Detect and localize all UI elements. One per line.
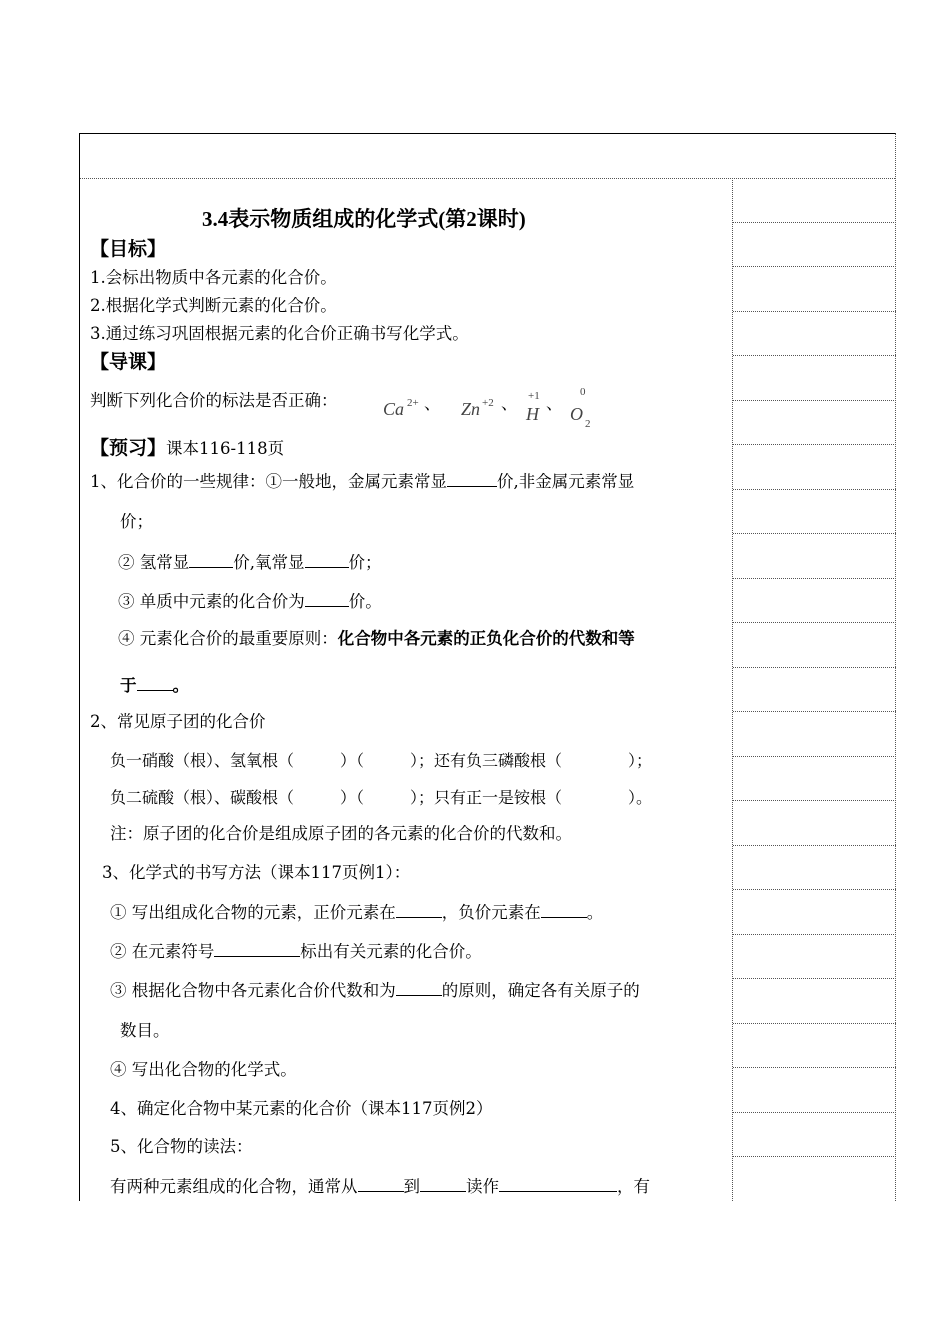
answer-blank[interactable] xyxy=(447,470,497,487)
rule-principle-cont: 于 。 xyxy=(120,676,189,695)
section-3-heading: 3、化学式的书写方法（课本117页例1）： xyxy=(102,863,411,882)
notes-line xyxy=(733,444,896,445)
answer-blank[interactable] xyxy=(189,551,233,568)
lesson-content: 3.4表示物质组成的化学式(第2课时) 【目标】 1.会标出物质中各元素的化合价。 2.根据化学式判断元素的化合价。 3.通过练习巩固根据元素的化合价正确书写化学式。 【导课】 判断下列化合价的标法是否正确： Ca 2+ 、 Zn +2 、 +1 H 、 0 O 2 【预习】课本116-118页 1、化合价的一些规律：①一般地，金属元素常显 价,非金属元素常显 价； ② 氢常显 价,氧常显 价； ③ 单质中元素的化合价为 价。 ④ 元素化合价的最重要原则：化合物中各元素的正负化合价的代数和等 于 。 2、常见原子团的化合价 负一硝酸（根）、氢氧根（ ）（ ）；还有负三磷酸根（ ）； 负二硫酸（根）、碳酸根（ ）（ ）；只有正一是铵根（ ）。 注：原子团的化合价是组成原子团的各元素的化合价的代数和。 3、化学式的书写方法（课本117页例1）： ① 写出组成化合物的元素，正价元素在 ，负价元素在 。 ② 在元素符号 标出有关元素的化合价。 ③ 根据化合物中各元素化合价代数和为 的原则，确定各有关原子的 数目。 ④ 写出化合物的化学式。 4、确定化合物中某元素的化合价（课本117页例2） 5、化合物的读法： 有两种元素组成的化合物，通常从 到 读作 ，有 xyxy=(90,207,653,1196)
rule-elemental: ③ 单质中元素的化合价为 价。 xyxy=(118,592,382,611)
writing-step-1: ① 写出组成化合物的元素，正价元素在 ，负价元素在 。 xyxy=(110,903,604,922)
radical-negative-one: 负一硝酸（根）、氢氧根（ ）（ ）；还有负三磷酸根（ ）； xyxy=(110,751,653,770)
notes-line xyxy=(733,622,896,623)
notes-line xyxy=(733,266,896,267)
answer-blank[interactable] xyxy=(396,901,442,918)
goal-heading: 【目标】 xyxy=(90,238,167,260)
notes-line xyxy=(733,355,896,356)
rule-1: 1、化合价的一些规律：①一般地，金属元素常显 价,非金属元素常显 xyxy=(90,472,635,491)
goal-item: 3.通过练习巩固根据元素的化合价正确书写化学式。 xyxy=(90,324,469,343)
notes-line xyxy=(733,667,896,668)
answer-blank[interactable] xyxy=(420,1175,466,1192)
header-row xyxy=(80,134,895,179)
notes-line xyxy=(733,222,896,223)
section-5-heading: 5、化合物的读法： xyxy=(110,1137,253,1156)
notes-line xyxy=(733,978,896,979)
notes-line xyxy=(733,1067,896,1068)
rule-hydrogen-oxygen: ② 氢常显 价,氧常显 价； xyxy=(118,553,382,572)
rule-1-cont: 价； xyxy=(120,512,153,531)
answer-blank[interactable] xyxy=(137,674,173,691)
answer-blank[interactable] xyxy=(305,551,349,568)
answer-blank[interactable] xyxy=(214,940,300,957)
goal-item: 2.根据化学式判断元素的化合价。 xyxy=(90,296,337,315)
notes-line xyxy=(733,489,896,490)
notes-line xyxy=(733,1023,896,1024)
radical-negative-two: 负二硫酸（根）、碳酸根（ ）（ ）；只有正一是铵根（ ）。 xyxy=(110,788,653,807)
notes-line xyxy=(733,533,896,534)
writing-step-3: ③ 根据化合物中各元素化合价代数和为 的原则，确定各有关原子的 xyxy=(110,981,640,1000)
answer-blank[interactable] xyxy=(541,901,587,918)
worksheet-table xyxy=(79,133,896,1201)
intro-question: 判断下列化合价的标法是否正确： xyxy=(90,391,338,410)
notes-line xyxy=(733,889,896,890)
goal-item: 1.会标出物质中各元素的化合价。 xyxy=(90,268,337,287)
notes-line xyxy=(733,800,896,801)
notes-line xyxy=(733,1156,896,1157)
preview-heading: 【预习】 xyxy=(90,437,167,459)
notes-column xyxy=(732,178,896,1201)
notes-line xyxy=(733,845,896,846)
notes-line xyxy=(733,711,896,712)
section-4-heading: 4、确定化合物中某元素的化合价（课本117页例2） xyxy=(110,1099,493,1118)
section-2-heading: 2、常见原子团的化合价 xyxy=(90,712,266,731)
radical-note: 注：原子团的化合价是组成原子团的各元素的化合价的代数和。 xyxy=(110,824,572,843)
answer-blank[interactable] xyxy=(396,979,442,996)
writing-step-3-cont: 数目。 xyxy=(120,1021,170,1040)
preview-ref: 课本116-118页 xyxy=(166,439,285,458)
notes-line xyxy=(733,578,896,579)
notes-line xyxy=(733,1112,896,1113)
notes-line xyxy=(733,400,896,401)
writing-step-2: ② 在元素符号 标出有关元素的化合价。 xyxy=(110,942,482,961)
rule-principle: ④ 元素化合价的最重要原则：化合物中各元素的正负化合价的代数和等 xyxy=(118,629,635,648)
intro-heading: 【导课】 xyxy=(90,351,167,373)
notes-line xyxy=(733,311,896,312)
notes-line xyxy=(733,934,896,935)
writing-step-4: ④ 写出化合物的化学式。 xyxy=(110,1060,297,1079)
notes-line xyxy=(733,756,896,757)
naming-rule: 有两种元素组成的化合物，通常从 到 读作 ，有 xyxy=(110,1177,650,1196)
lesson-title: 3.4表示物质组成的化学式(第2课时) xyxy=(202,207,526,231)
answer-blank[interactable] xyxy=(358,1175,404,1192)
answer-blank[interactable] xyxy=(305,590,349,607)
preview-line xyxy=(90,437,284,460)
answer-blank[interactable] xyxy=(499,1175,617,1192)
